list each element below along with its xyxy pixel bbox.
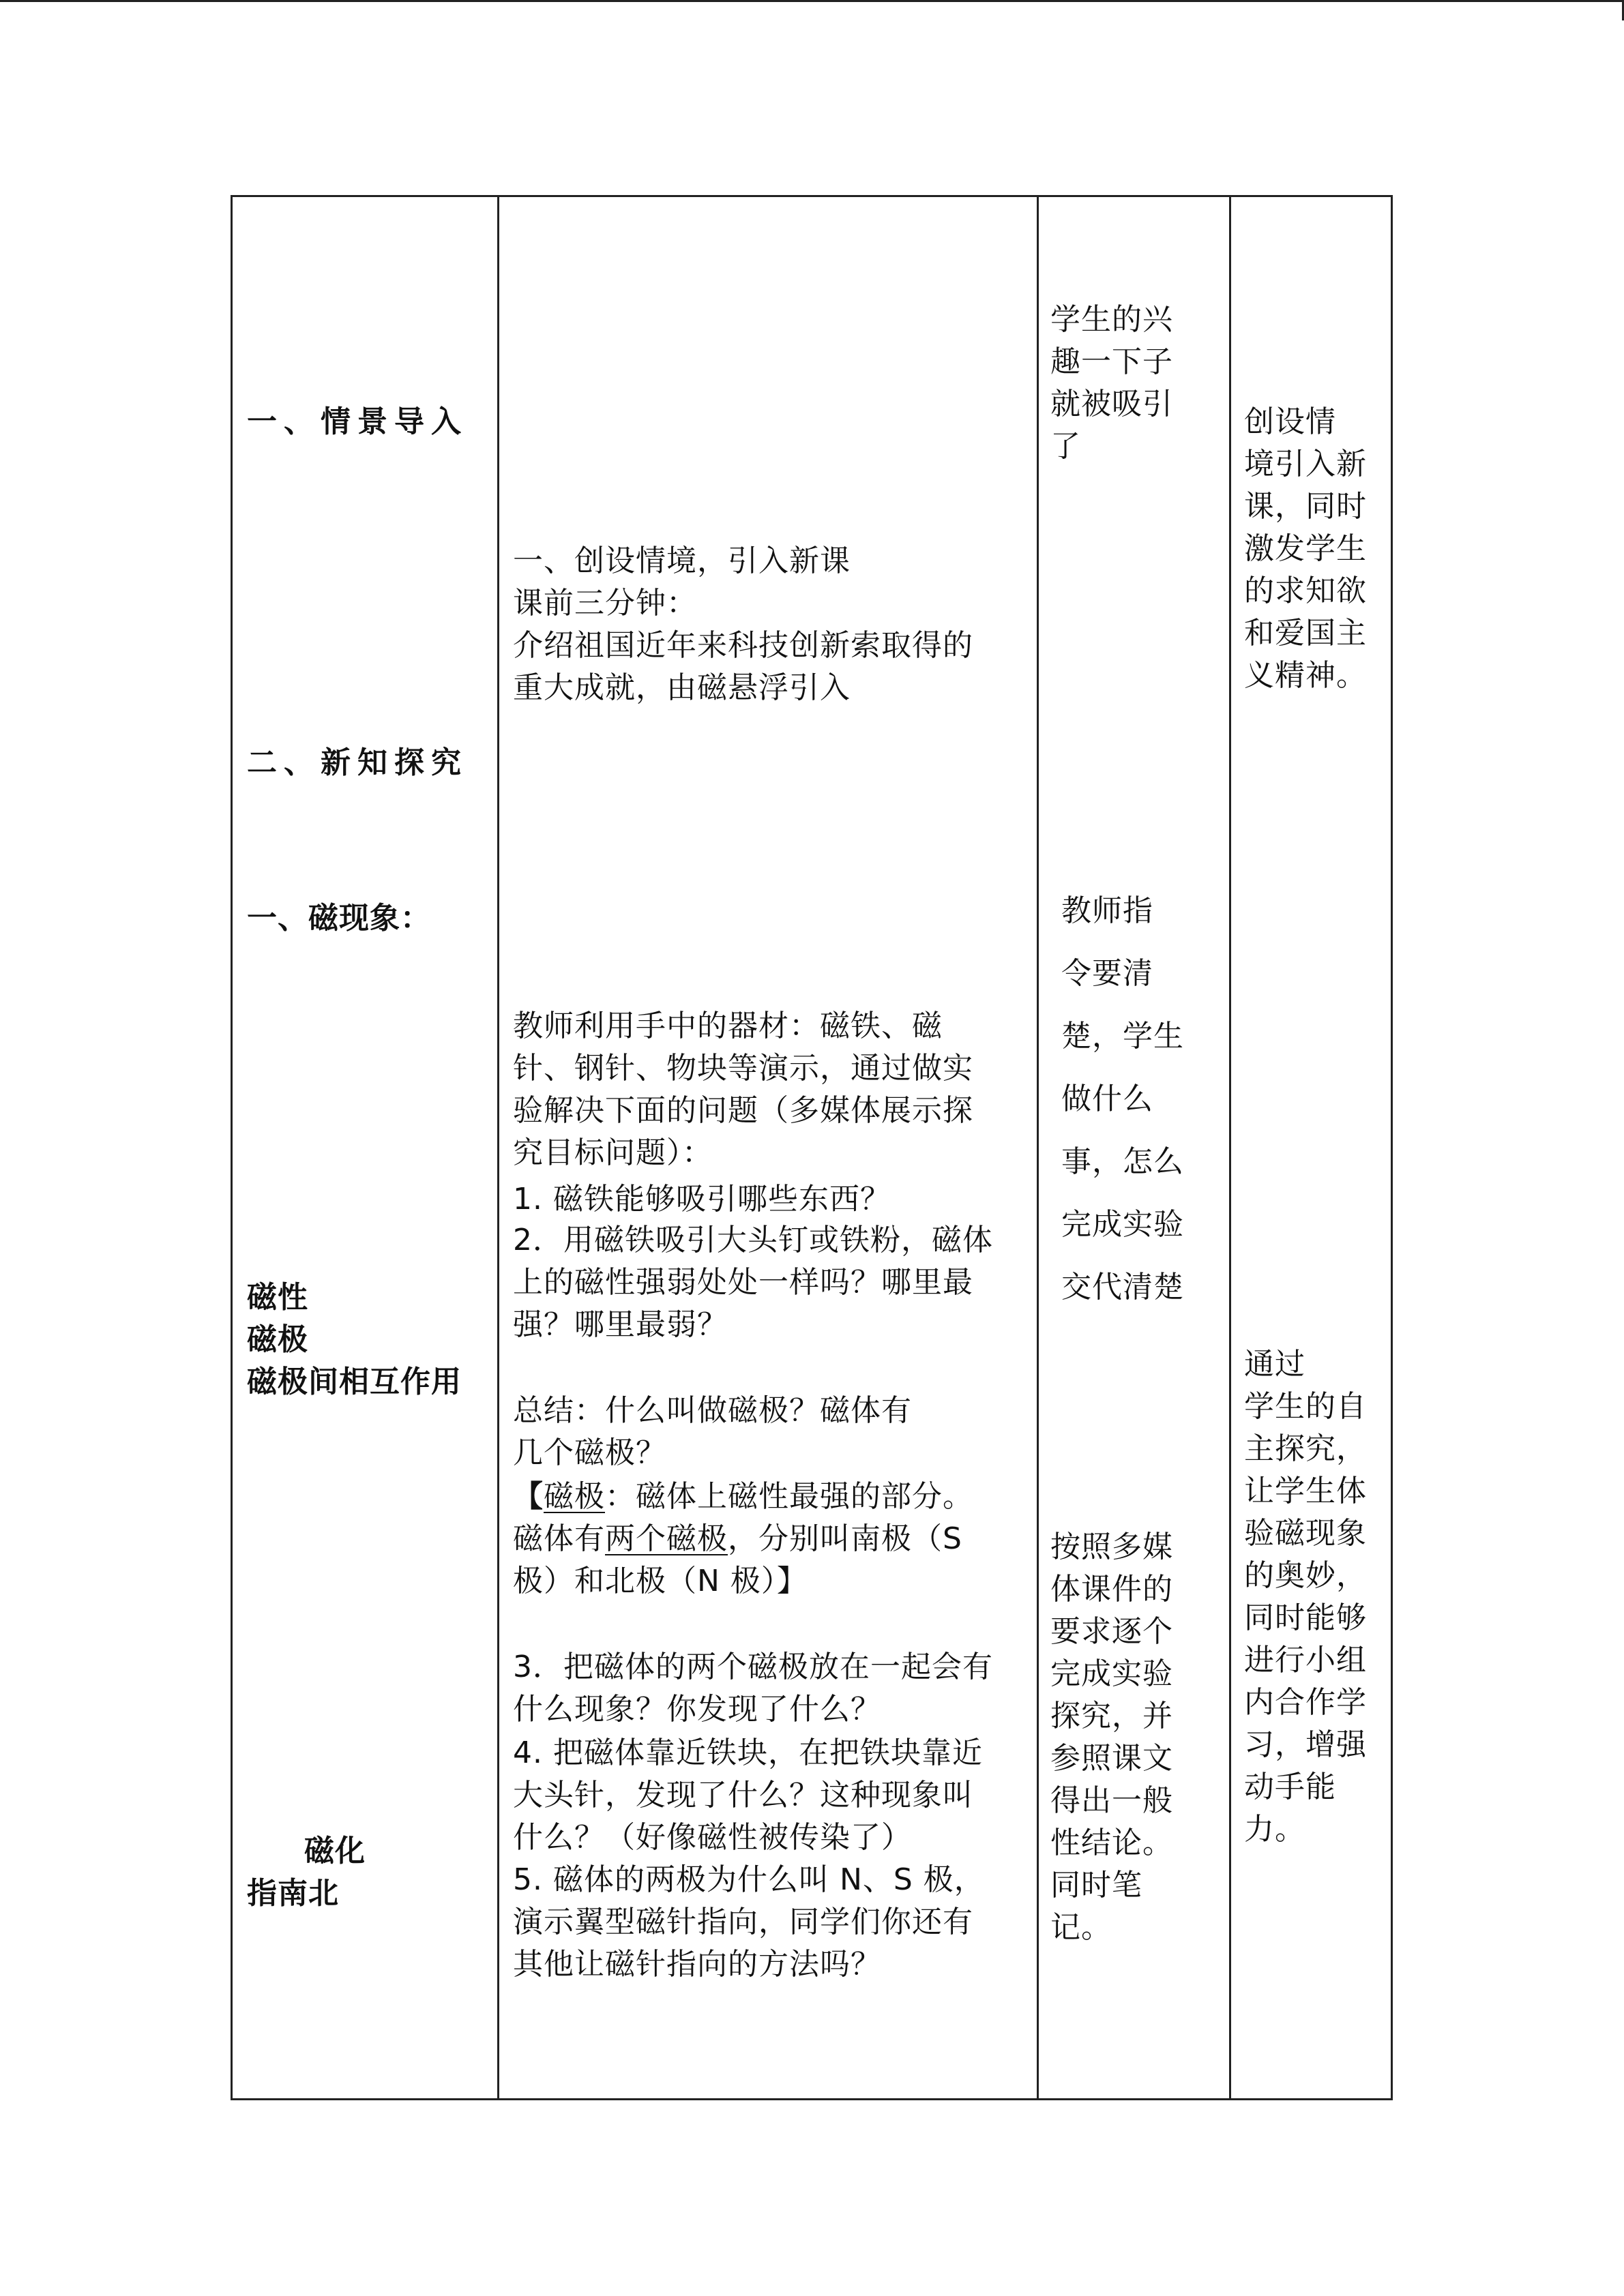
intent-text: 同时能够: [1244, 1600, 1367, 1635]
activity-text: 按照多媒: [1050, 1530, 1173, 1564]
column-divider: [497, 197, 499, 2098]
heading-explore: 二、新知探究: [247, 745, 468, 780]
summary-text: 几个磁极？: [513, 1435, 666, 1470]
question-4: 什么？（好像磁性被传染了）: [513, 1820, 912, 1855]
intent-text: 通过: [1244, 1347, 1305, 1382]
activity-text: 性结论。: [1050, 1825, 1173, 1860]
intent-text: 境引入新: [1244, 447, 1367, 481]
explore-text: 针、钢针、物块等演示，通过做实: [513, 1051, 973, 1086]
term-magnetization: 磁化: [304, 1834, 366, 1868]
activity-text: 事，怎么: [1061, 1144, 1184, 1179]
activity-text: 要求逐个: [1050, 1614, 1173, 1649]
question-3: 什么现象？你发现了什么？: [513, 1692, 881, 1727]
question-2: 2．用磁铁吸引大头钉或铁粉，磁体: [513, 1223, 993, 1257]
activity-text: 体课件的: [1050, 1572, 1173, 1607]
intro-text: 一、创设情境，引入新课: [513, 543, 851, 578]
intent-text: 的奥妙，: [1244, 1558, 1367, 1593]
activity-text: 完成实验: [1061, 1207, 1184, 1242]
heading-intro: 一、情景导入: [247, 404, 468, 439]
question-3: 3．把磁体的两个磁极放在一起会有: [513, 1650, 993, 1684]
intent-text: 验磁现象: [1244, 1516, 1367, 1551]
activity-text: 同时笔: [1050, 1868, 1142, 1903]
definition-term: 两个磁极: [605, 1521, 728, 1556]
activity-text: 探究，并: [1050, 1699, 1173, 1733]
intent-text: 学生的自: [1244, 1389, 1367, 1424]
definition-text: 磁体有: [513, 1521, 605, 1556]
question-5: 其他让磁针指向的方法吗？: [513, 1947, 881, 1982]
intent-text: 主探究，: [1244, 1431, 1367, 1466]
question-1: 1. 磁铁能够吸引哪些东西？: [513, 1182, 891, 1217]
intro-text: 重大成就，由磁悬浮引入: [513, 670, 851, 705]
activity-text: 令要清: [1061, 956, 1153, 991]
column-divider: [1229, 197, 1231, 2098]
definition-term: 磁极: [544, 1479, 605, 1514]
page-top-rule: [0, 0, 1624, 2]
intent-text: 习，增强: [1244, 1727, 1367, 1762]
intent-text: 课，同时: [1244, 489, 1367, 524]
intent-text: 的求知欲: [1244, 573, 1367, 608]
intent-text: 激发学生: [1244, 531, 1367, 566]
activity-text: 楚，学生: [1061, 1019, 1184, 1054]
term-north-south: 指南北: [247, 1876, 339, 1911]
activity-text: 得出一般: [1050, 1783, 1173, 1818]
question-2: 上的磁性强弱处处一样吗？哪里最: [513, 1265, 973, 1300]
activity-text: 完成实验: [1050, 1656, 1173, 1691]
intent-text: 创设情: [1244, 404, 1336, 439]
activity-text: 就被吸引: [1050, 387, 1173, 421]
definition-text: ，分别叫南极（S: [728, 1521, 962, 1556]
definition-text: ：磁体上磁性最强的部分。: [605, 1479, 973, 1514]
intent-text: 和爱国主: [1244, 616, 1367, 651]
activity-text: 交代清楚: [1061, 1270, 1184, 1304]
term-magnetism: 磁性: [247, 1280, 308, 1315]
term-magnetic-pole: 磁极: [247, 1322, 308, 1357]
activity-text: 教师指: [1061, 893, 1153, 928]
intent-text: 力。: [1244, 1812, 1305, 1847]
explore-text: 究目标问题）：: [513, 1135, 713, 1170]
intent-text: 让学生体: [1244, 1474, 1367, 1508]
activity-text: 了: [1050, 429, 1081, 464]
activity-text: 趣一下子: [1050, 344, 1173, 379]
explore-text: 验解决下面的问题（多媒体展示探: [513, 1093, 973, 1128]
bracket-open: 【: [513, 1479, 544, 1514]
intent-text: 内合作学: [1244, 1685, 1367, 1720]
term-pole-interaction: 磁极间相互作用: [247, 1365, 462, 1399]
activity-text: 参照课文: [1050, 1741, 1173, 1776]
activity-text: 记。: [1050, 1910, 1112, 1945]
definition-line: [513, 1476, 973, 1518]
intent-text: 义精神。: [1244, 658, 1367, 693]
intent-text: 动手能: [1244, 1770, 1336, 1804]
question-4: 大头针，发现了什么？这种现象叫: [513, 1778, 973, 1813]
definition-line: [513, 1518, 962, 1560]
question-4: 4. 把磁体靠近铁块，在把铁块靠近: [513, 1735, 983, 1770]
intro-text: 课前三分钟：: [513, 586, 697, 621]
heading-magnet-phenomena: 一、磁现象：: [247, 901, 431, 936]
definition-line: 极）和北极（N 极）】: [513, 1564, 808, 1598]
activity-text: 做什么: [1061, 1082, 1153, 1116]
question-5: 5. 磁体的两极为什么叫 N、S 极，: [513, 1862, 985, 1897]
column-divider: [1037, 197, 1039, 2098]
explore-text: 教师利用手中的器材：磁铁、磁: [513, 1009, 943, 1043]
question-5: 演示翼型磁针指向，同学们你还有: [513, 1905, 973, 1939]
summary-text: 总结：什么叫做磁极？磁体有: [513, 1393, 912, 1428]
intro-text: 介绍祖国近年来科技创新索取得的: [513, 628, 973, 663]
activity-text: 学生的兴: [1050, 302, 1173, 337]
question-2: 强？哪里最弱？: [513, 1307, 728, 1342]
intent-text: 进行小组: [1244, 1643, 1367, 1678]
